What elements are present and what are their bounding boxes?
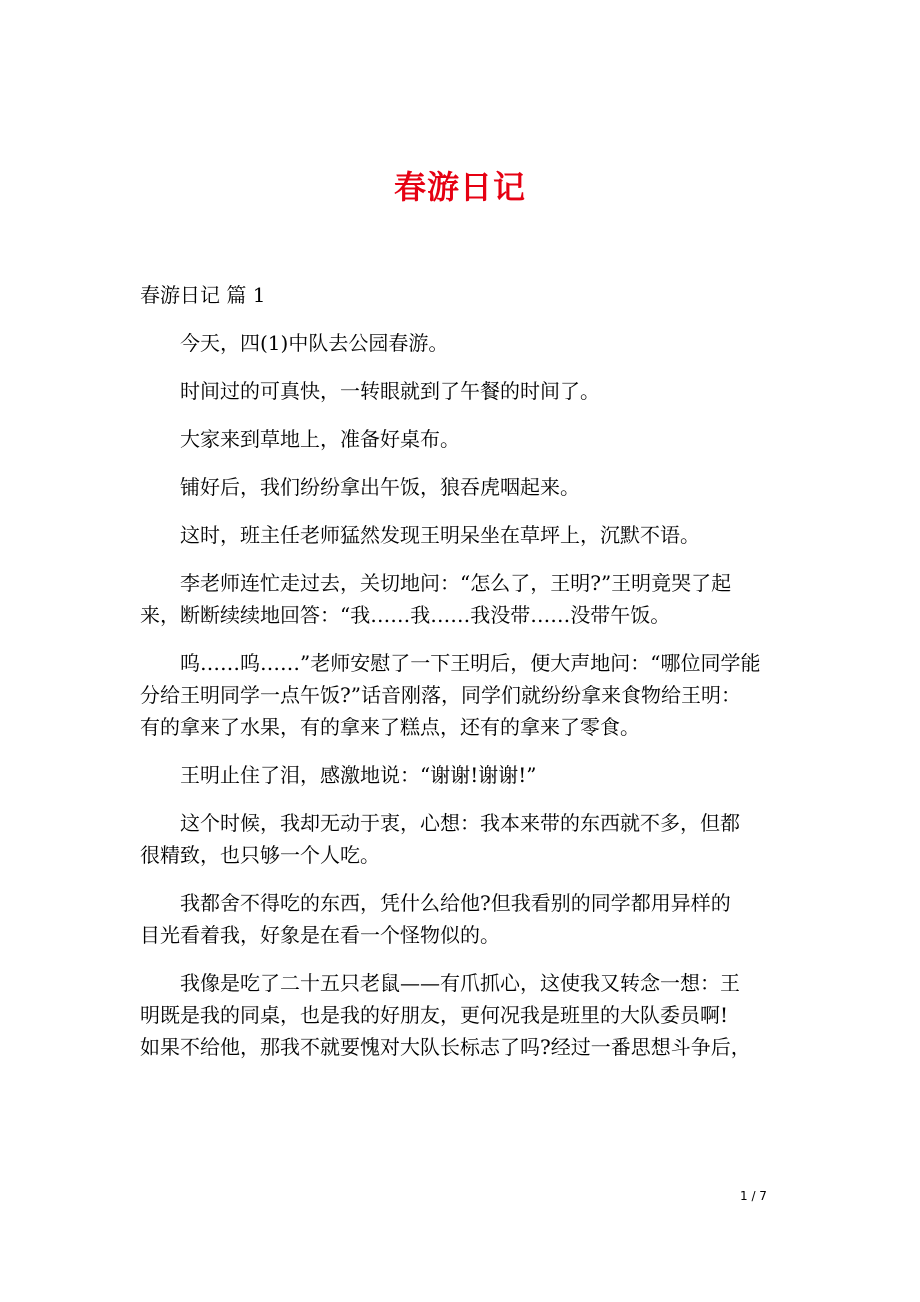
paragraph-line: 我都舍不得吃的东西，凭什么给他?但我看别的同学都用异样的 [180,891,731,915]
paragraph-line: 这个时候，我却无动于衷，心想：我本来带的东西就不多，但都 [180,811,740,835]
document-title: 春游日记 [393,168,526,207]
paragraph-line: 呜……呜……”老师安慰了一下王明后，便大声地问：“哪位同学能 [180,651,761,675]
paragraph-line: 时间过的可真快，一转眼就到了午餐的时间了。 [180,379,600,403]
document-body [140,279,785,1079]
paragraph [140,759,785,791]
page-number: 1 / 7 [740,1189,767,1203]
paragraph-line: 大家来到草地上，准备好桌布。 [180,427,460,451]
paragraph-line: 分给王明同学一点午饭?”话音刚落，同学们就纷纷拿来食物给王明： [140,683,741,707]
paragraph-line: 王明止住了泪，感激地说：“谢谢!谢谢!” [180,763,537,787]
paragraph-line: 明既是我的同桌，也是我的好朋友，更何况我是班里的大队委员啊! [140,1003,729,1027]
paragraph-line: 如果不给他，那我不就要愧对大队长标志了吗?经过一番思想斗争后， [140,1035,751,1059]
paragraph-line: 很精致，也只够一个人吃。 [140,843,380,867]
paragraph-line: 来，断断续续地回答：“我……我……我没带……没带午饭。 [140,603,671,627]
paragraph [140,375,785,407]
paragraph [140,327,785,359]
paragraph-line: 目光看着我，好象是在看一个怪物似的。 [140,923,500,947]
paragraph-line: 我像是吃了二十五只老鼠——有爪抓心，这使我又转念一想：王 [180,971,740,995]
paragraph-line: 铺好后，我们纷纷拿出午饭，狼吞虎咽起来。 [180,475,580,499]
paragraph-list [140,327,785,1063]
paragraph [140,807,785,871]
paragraph [140,967,785,1063]
paragraph-line: 这时，班主任老师猛然发现王明呆坐在草坪上，沉默不语。 [180,523,700,547]
paragraph [140,471,785,503]
paragraph [140,567,785,631]
paragraph-line: 今天，四(1)中队去公园春游。 [180,331,449,355]
paragraph [140,887,785,951]
paragraph-line: 李老师连忙走过去，关切地问：“怎么了，王明?”王明竟哭了起 [180,571,732,595]
paragraph [140,647,785,743]
section-heading: 春游日记 篇 1 [140,283,266,307]
paragraph [140,423,785,455]
paragraph-line: 有的拿来了水果，有的拿来了糕点，还有的拿来了零食。 [140,715,640,739]
paragraph [140,519,785,551]
